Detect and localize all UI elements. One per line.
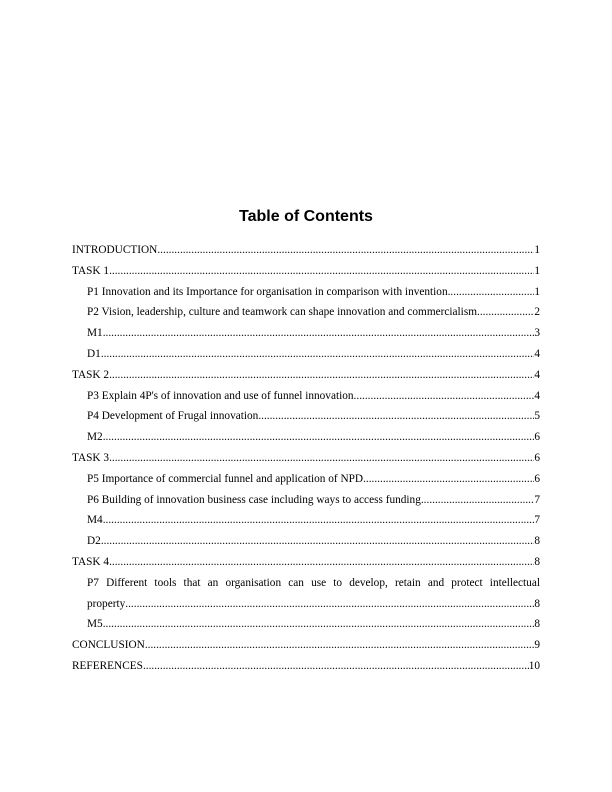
dot-leader (145, 635, 535, 656)
toc-page-number: 9 (534, 639, 540, 652)
toc-page-number: 4 (534, 389, 540, 402)
toc-entry-label: P2 Vision, leadership, culture and teamwork can shape innovation and commercialism (87, 306, 478, 319)
toc-page-number: 3 (534, 327, 540, 340)
dot-leader (103, 614, 535, 635)
toc-page-number: 8 (534, 597, 540, 610)
dot-leader (109, 261, 534, 282)
toc-page-number: 2 (534, 306, 540, 319)
toc-entry-task-4[interactable] (72, 552, 540, 573)
toc-entry-label: D1 (87, 347, 101, 360)
dot-leader (448, 282, 535, 303)
toc-entry-label: TASK 2 (72, 368, 110, 381)
toc-entry-label: CONCLUSION (72, 639, 145, 652)
toc-entry-m5[interactable] (72, 614, 540, 635)
toc-entry-task-1[interactable] (72, 261, 540, 282)
toc-entry-m1[interactable] (72, 323, 540, 344)
toc-entry-label: M2 (87, 431, 103, 444)
dot-leader (103, 323, 535, 344)
toc-page-number: 1 (534, 264, 540, 277)
toc-title: Table of Contents (239, 208, 373, 225)
toc-entry-label-line1: P7 Different tools that an organisation can use to develop, retain and protect intellectual (87, 576, 540, 589)
toc-entry-label: M4 (87, 514, 103, 527)
toc-entry-task-2[interactable] (72, 365, 540, 386)
toc-entry-label: M5 (87, 618, 103, 631)
toc-entry-label: M1 (87, 327, 103, 340)
toc-page-number: 6 (534, 472, 540, 485)
dot-leader (354, 386, 535, 407)
dot-leader (109, 448, 534, 469)
dot-leader (258, 406, 534, 427)
dot-leader (103, 510, 535, 531)
dot-leader (421, 490, 535, 511)
dot-leader (109, 365, 534, 386)
toc-entry-p2[interactable] (72, 302, 540, 323)
toc-page-number: 4 (534, 368, 540, 381)
dot-leader (125, 594, 534, 615)
toc-entry-p3[interactable] (72, 386, 540, 407)
dot-leader (477, 302, 534, 323)
toc-entry-p7[interactable] (72, 573, 540, 615)
toc-entry-p6[interactable] (72, 490, 540, 511)
toc-entry-m4[interactable] (72, 510, 540, 531)
table-of-contents (72, 240, 540, 677)
toc-entry-label: D2 (87, 535, 101, 548)
dot-leader (103, 427, 535, 448)
toc-entry-introduction[interactable] (72, 240, 540, 261)
dot-leader (143, 656, 529, 677)
toc-page-number: 8 (534, 535, 540, 548)
toc-entry-conclusion[interactable] (72, 635, 540, 656)
toc-entry-label: P3 Explain 4P's of innovation and use of funnel innovation (87, 389, 354, 402)
toc-page-number: 1 (534, 285, 540, 298)
toc-entry-p4[interactable] (72, 406, 540, 427)
toc-entry-label: REFERENCES (72, 659, 143, 672)
dot-leader (363, 469, 534, 490)
toc-entry-d1[interactable] (72, 344, 540, 365)
toc-page-number: 4 (534, 347, 540, 360)
toc-entry-label-line2: property (87, 597, 126, 610)
toc-entry-references[interactable] (72, 656, 540, 677)
toc-entry-d2[interactable] (72, 531, 540, 552)
toc-page-number: 8 (534, 618, 540, 631)
toc-entry-task-3[interactable] (72, 448, 540, 469)
toc-entry-label: P4 Development of Frugal innovation (87, 410, 259, 423)
toc-page-number: 7 (534, 493, 540, 506)
toc-entry-label: P1 Innovation and its Importance for organisation in comparison with invention (87, 285, 448, 298)
dot-leader (101, 344, 535, 365)
dot-leader (101, 531, 535, 552)
toc-page-number: 6 (534, 431, 540, 444)
toc-entry-p1[interactable] (72, 282, 540, 303)
toc-entry-p5[interactable] (72, 469, 540, 490)
toc-entry-m2[interactable] (72, 427, 540, 448)
dot-leader (157, 240, 534, 261)
toc-entry-label: P6 Building of innovation business case including ways to access funding (87, 493, 421, 506)
toc-page-number: 6 (534, 451, 540, 464)
toc-page-number: 10 (528, 659, 540, 672)
toc-page-number: 1 (534, 244, 540, 256)
toc-page-number: 5 (534, 410, 540, 423)
toc-page-number: 8 (534, 555, 540, 568)
toc-entry-label: TASK 1 (72, 264, 110, 277)
toc-entry-label: P5 Importance of commercial funnel and application of NPD (87, 472, 364, 485)
toc-entry-label: TASK 3 (72, 451, 110, 464)
dot-leader (109, 552, 534, 573)
toc-entry-label: TASK 4 (72, 555, 110, 568)
toc-entry-label: INTRODUCTION (72, 244, 158, 256)
toc-page-number: 7 (534, 514, 540, 527)
